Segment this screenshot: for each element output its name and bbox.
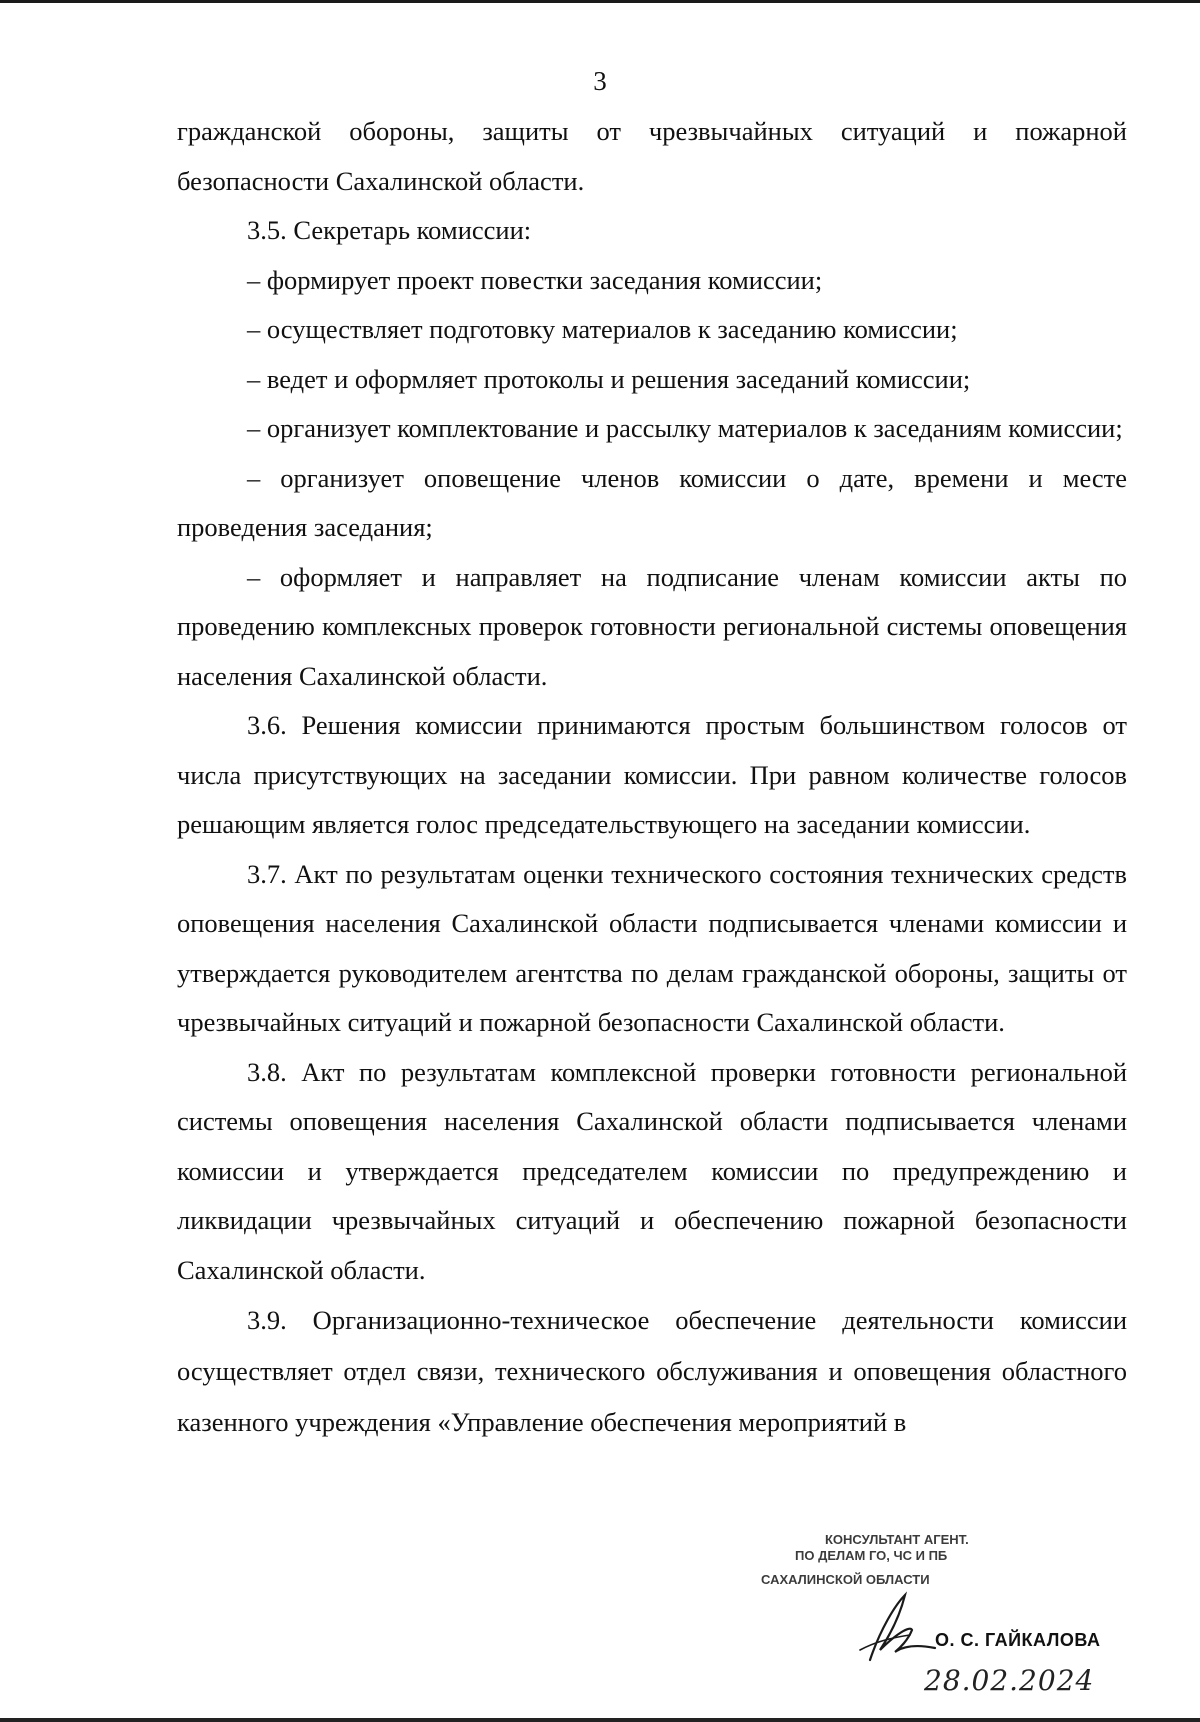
stamp-line-2: ПО ДЕЛАМ ГО, ЧС И ПБ <box>795 1548 948 1563</box>
document-body <box>177 107 1127 1448</box>
handwritten-date: 28.02.2024 <box>924 1664 1095 1697</box>
scan-edge-top <box>0 0 1200 3</box>
signature-block <box>850 1590 1150 1710</box>
list-item-notification: – организует оповещение членов комиссии о дате, времени и месте проведения заседания; <box>177 462 1127 542</box>
paragraph-3-5-heading: 3.5. Секретарь комиссии: <box>247 215 532 245</box>
stamp-line-3: САХАЛИНСКОЙ ОБЛАСТИ <box>761 1572 930 1587</box>
scan-edge-bottom <box>0 1718 1200 1722</box>
list-item-materials: – осуществляет подготовку материалов к заседанию комиссии; <box>247 314 958 344</box>
paragraph-3-8: 3.8. Акт по результатам комплексной проверки готовности региональной системы оповещения населения Сахалинской области подписывается членами комиссии и утверждается председателем комиссии по предупреждению и ликвидации чрезвычайных ситуаций и обеспечению пожарной безопасности Сахалинской области. <box>177 1056 1127 1285</box>
list-item-agenda: – формирует проект повестки заседания комиссии; <box>247 264 823 295</box>
stamp-line-1: КОНСУЛЬТАНТ АГЕНТ. <box>825 1532 969 1547</box>
list-item-distribution: – организует комплектование и рассылку материалов к заседаниям комиссии; <box>247 413 1123 443</box>
paragraph-3-6: 3.6. Решения комиссии принимаются простым большинством голосов от числа присутствующих на заседании комиссии. При равном количестве голосов решающим является голос председательствующего на заседании комиссии. <box>177 710 1127 839</box>
page-number: 3 <box>593 66 607 96</box>
signatory-name: О. С. ГАЙКАЛОВА <box>935 1630 1101 1650</box>
list-item-protocols: – ведет и оформляет протоколы и решения заседаний комиссии; <box>247 363 971 394</box>
paragraph-3-7: 3.7. Акт по результатам оценки технического состояния технических средств оповещения населения Сахалинской области подписывается членами комиссии и утверждается руководителем агентства по делам гражданской обороны, защиты от чрезвычайных ситуаций и пожарной безопасности Сахалинской области. <box>177 858 1127 1037</box>
list-item-acts: – оформляет и направляет на подписание членам комиссии акты по проведению комплексных проверок готовности региональной системы оповещения населения Сахалинской области. <box>177 561 1127 691</box>
paragraph-continuation: гражданской обороны, защиты от чрезвычайных ситуаций и пожарной безопасности Сахалинской области. <box>177 116 1127 196</box>
paragraph-3-9: 3.9. Организационно-техническое обеспечение деятельности комиссии осуществляет отдел связи, технического обслуживания и оповещения областного казенного учреждения «Управление обеспечения мероприятий в <box>177 1305 1127 1437</box>
